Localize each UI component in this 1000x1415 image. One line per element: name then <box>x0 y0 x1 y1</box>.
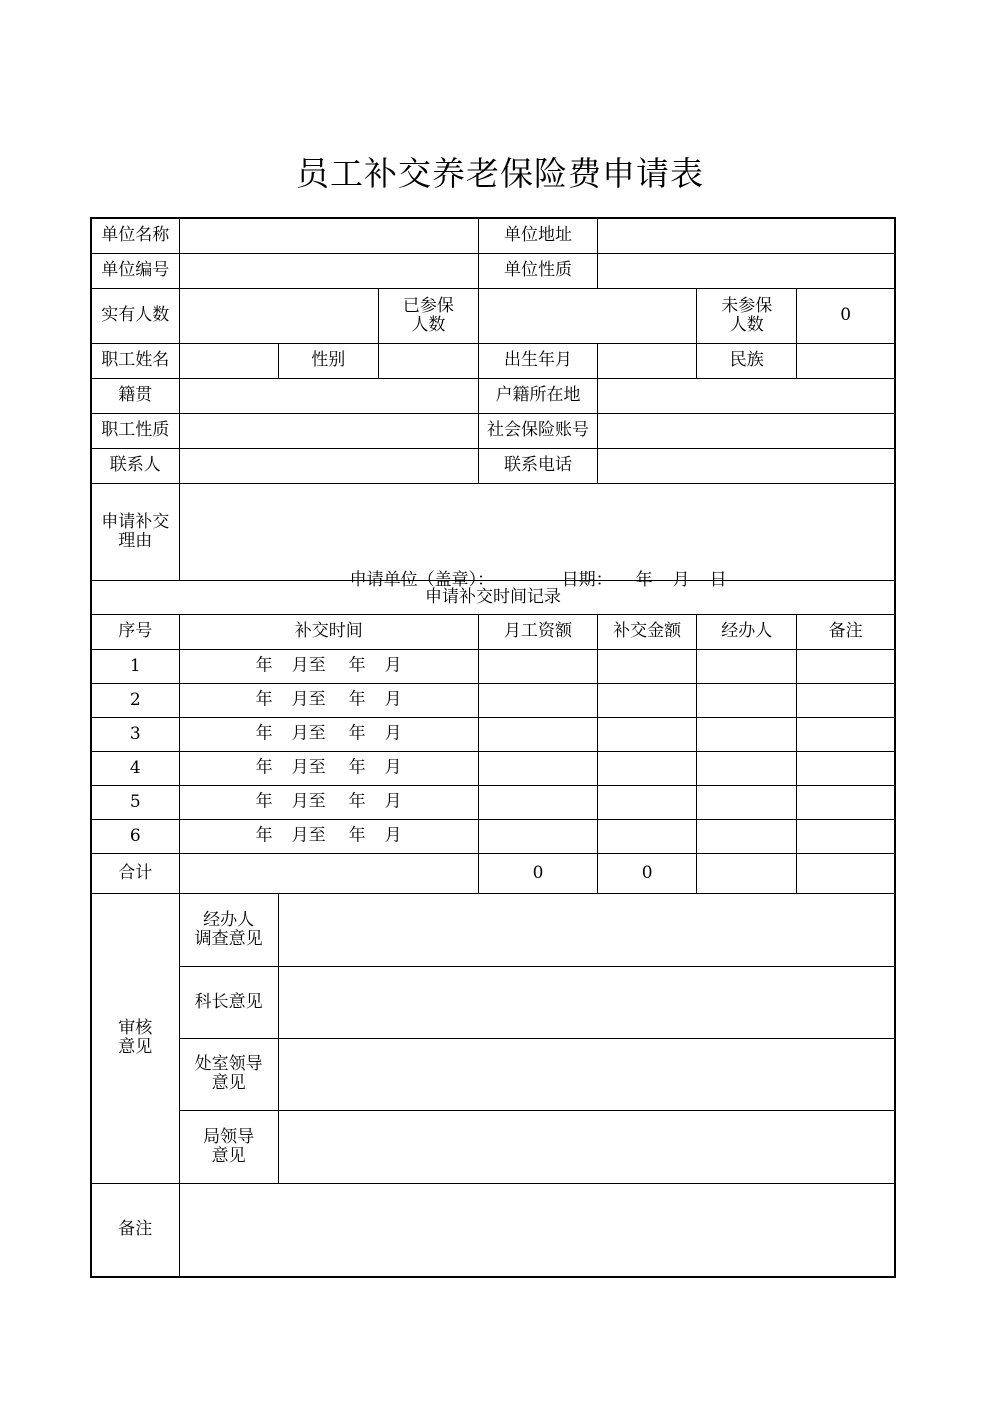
handler-cell[interactable] <box>697 649 797 683</box>
handler-opinion-label-line2: 调查意见 <box>194 928 263 949</box>
contact-field[interactable] <box>179 448 478 483</box>
amount-cell[interactable] <box>598 751 697 785</box>
review-label-line2: 意见 <box>118 1037 153 1057</box>
remarks-field[interactable] <box>179 1183 895 1277</box>
total-amount-value: 0 <box>598 853 697 893</box>
actual-count-field[interactable] <box>179 288 378 343</box>
period-month-to: 月至 <box>291 757 326 778</box>
social-account-field[interactable] <box>598 413 895 448</box>
row-no: 3 <box>91 717 179 751</box>
period-month-to: 月至 <box>291 689 326 710</box>
salary-cell[interactable] <box>478 683 597 717</box>
unit-address-field[interactable] <box>598 218 895 253</box>
remark-cell[interactable] <box>797 785 895 819</box>
period-year-to: 年 <box>348 757 366 778</box>
row-no: 6 <box>91 819 179 853</box>
total-salary-value: 0 <box>478 853 597 893</box>
handler-opinion-field[interactable] <box>278 893 895 966</box>
handler-opinion-label <box>179 893 278 966</box>
contact-phone-field[interactable] <box>598 448 895 483</box>
contact-phone-label: 联系电话 <box>478 448 597 483</box>
insured-count-field[interactable] <box>478 288 696 343</box>
period-year-to: 年 <box>348 655 366 676</box>
birth-label: 出生年月 <box>478 343 597 378</box>
household-location-label: 户籍所在地 <box>478 378 597 413</box>
period-cell[interactable] <box>179 785 478 819</box>
period-month: 月 <box>384 825 402 846</box>
table-row <box>91 785 895 819</box>
row-no: 1 <box>91 649 179 683</box>
table-row <box>91 751 895 785</box>
period-month: 月 <box>384 757 402 778</box>
period-month-to: 月至 <box>291 723 326 744</box>
period-cell[interactable] <box>179 649 478 683</box>
ethnicity-field[interactable] <box>797 343 895 378</box>
period-year-from: 年 <box>255 791 273 812</box>
header-period: 补交时间 <box>179 614 478 649</box>
reason-label <box>91 483 179 580</box>
period-month-to: 月至 <box>291 825 326 846</box>
remark-cell[interactable] <box>797 717 895 751</box>
office-leader-opinion-label-line1: 处室领导 <box>194 1054 263 1074</box>
salary-cell[interactable] <box>478 751 597 785</box>
office-leader-opinion-field[interactable] <box>278 1038 895 1110</box>
header-amount: 补交金额 <box>598 614 697 649</box>
social-account-label: 社会保险账号 <box>478 413 597 448</box>
unit-nature-label: 单位性质 <box>478 253 597 288</box>
record-section-title: 申请补交时间记录 <box>91 580 895 614</box>
period-cell[interactable] <box>179 717 478 751</box>
handler-opinion-label-line1: 经办人 <box>203 909 255 930</box>
header-salary: 月工资额 <box>478 614 597 649</box>
uninsured-count-label-line1: 未参保 <box>721 295 773 316</box>
amount-cell[interactable] <box>598 649 697 683</box>
bureau-leader-opinion-field[interactable] <box>278 1110 895 1183</box>
total-handler-cell[interactable] <box>697 853 797 893</box>
total-period-cell[interactable] <box>179 853 478 893</box>
reason-label-line1: 申请补交 <box>101 511 170 532</box>
period-month-to: 月至 <box>291 655 326 676</box>
household-location-field[interactable] <box>598 378 895 413</box>
remark-cell[interactable] <box>797 751 895 785</box>
handler-cell[interactable] <box>697 717 797 751</box>
insured-count-label-line1: 已参保 <box>402 295 454 316</box>
unit-code-label: 单位编号 <box>91 253 179 288</box>
period-year-to: 年 <box>348 825 366 846</box>
uninsured-count-label-line2: 人数 <box>729 314 764 335</box>
period-month: 月 <box>384 689 402 710</box>
employee-name-label: 职工姓名 <box>91 343 179 378</box>
bureau-leader-opinion-label <box>179 1110 278 1183</box>
handler-cell[interactable] <box>697 683 797 717</box>
application-form-table <box>90 217 896 1278</box>
actual-count-label: 实有人数 <box>91 288 179 343</box>
row-no: 4 <box>91 751 179 785</box>
table-row <box>91 717 895 751</box>
employee-nature-label: 职工性质 <box>91 413 179 448</box>
unit-nature-field[interactable] <box>598 253 895 288</box>
table-row <box>91 649 895 683</box>
office-leader-opinion-label <box>179 1038 278 1110</box>
handler-cell[interactable] <box>697 819 797 853</box>
unit-code-field[interactable] <box>179 253 478 288</box>
period-year-from: 年 <box>255 825 273 846</box>
period-year-from: 年 <box>255 757 273 778</box>
salary-cell[interactable] <box>478 717 597 751</box>
unit-address-label: 单位地址 <box>478 218 597 253</box>
period-cell[interactable] <box>179 683 478 717</box>
period-cell[interactable] <box>179 751 478 785</box>
remark-cell[interactable] <box>797 649 895 683</box>
period-year-to: 年 <box>348 723 366 744</box>
table-row <box>91 819 895 853</box>
section-chief-opinion-label: 科长意见 <box>179 966 278 1038</box>
uninsured-count-label <box>697 288 797 343</box>
header-remark: 备注 <box>797 614 895 649</box>
ethnicity-label: 民族 <box>697 343 797 378</box>
period-cell[interactable] <box>179 819 478 853</box>
salary-cell[interactable] <box>478 785 597 819</box>
section-chief-opinion-field[interactable] <box>278 966 895 1038</box>
period-year-from: 年 <box>255 655 273 676</box>
period-year-to: 年 <box>348 689 366 710</box>
row-no: 2 <box>91 683 179 717</box>
period-month-to: 月至 <box>291 791 326 812</box>
period-year-from: 年 <box>255 689 273 710</box>
seal-label: 申请单位（盖章）： <box>349 569 495 590</box>
date-label: 日期： <box>561 569 613 590</box>
insured-count-label <box>378 288 478 343</box>
date-day-label: 日 <box>709 569 727 590</box>
date-year-label: 年 <box>635 569 653 590</box>
reason-label-line2: 理由 <box>118 530 153 551</box>
period-year-from: 年 <box>255 723 273 744</box>
gender-label: 性别 <box>278 343 378 378</box>
native-place-field[interactable] <box>179 378 478 413</box>
salary-cell[interactable] <box>478 649 597 683</box>
handler-cell[interactable] <box>697 785 797 819</box>
table-row <box>91 683 895 717</box>
amount-cell[interactable] <box>598 717 697 751</box>
period-month: 月 <box>384 723 402 744</box>
header-handler: 经办人 <box>697 614 797 649</box>
amount-cell[interactable] <box>598 683 697 717</box>
row-no: 5 <box>91 785 179 819</box>
remarks-label: 备注 <box>91 1183 179 1277</box>
review-label <box>91 893 179 1183</box>
employee-name-field[interactable] <box>179 343 278 378</box>
date-month-label: 月 <box>672 569 690 590</box>
review-label-line1: 审核 <box>118 1018 153 1038</box>
handler-cell[interactable] <box>697 751 797 785</box>
amount-cell[interactable] <box>598 785 697 819</box>
header-no: 序号 <box>91 614 179 649</box>
total-label: 合计 <box>91 853 179 893</box>
salary-cell[interactable] <box>478 819 597 853</box>
amount-cell[interactable] <box>598 819 697 853</box>
birth-field[interactable] <box>598 343 697 378</box>
form-title: 员工补交养老保险费申请表 <box>296 154 704 193</box>
contact-label: 联系人 <box>91 448 179 483</box>
period-month: 月 <box>384 655 402 676</box>
employee-nature-field[interactable] <box>179 413 478 448</box>
remark-cell[interactable] <box>797 819 895 853</box>
reason-field[interactable] <box>179 483 895 590</box>
total-remark-cell[interactable] <box>797 853 895 893</box>
bureau-leader-opinion-label-line2: 意见 <box>211 1145 246 1166</box>
gender-field[interactable] <box>378 343 478 378</box>
unit-name-field[interactable] <box>179 218 478 253</box>
bureau-leader-opinion-label-line1: 局领导 <box>203 1126 255 1147</box>
period-month: 月 <box>384 791 402 812</box>
remark-cell[interactable] <box>797 683 895 717</box>
native-place-label: 籍贯 <box>91 378 179 413</box>
uninsured-count-value[interactable]: 0 <box>797 288 895 343</box>
insured-count-label-line2: 人数 <box>411 314 446 335</box>
period-year-to: 年 <box>348 791 366 812</box>
office-leader-opinion-label-line2: 意见 <box>211 1073 246 1093</box>
unit-name-label: 单位名称 <box>91 218 179 253</box>
